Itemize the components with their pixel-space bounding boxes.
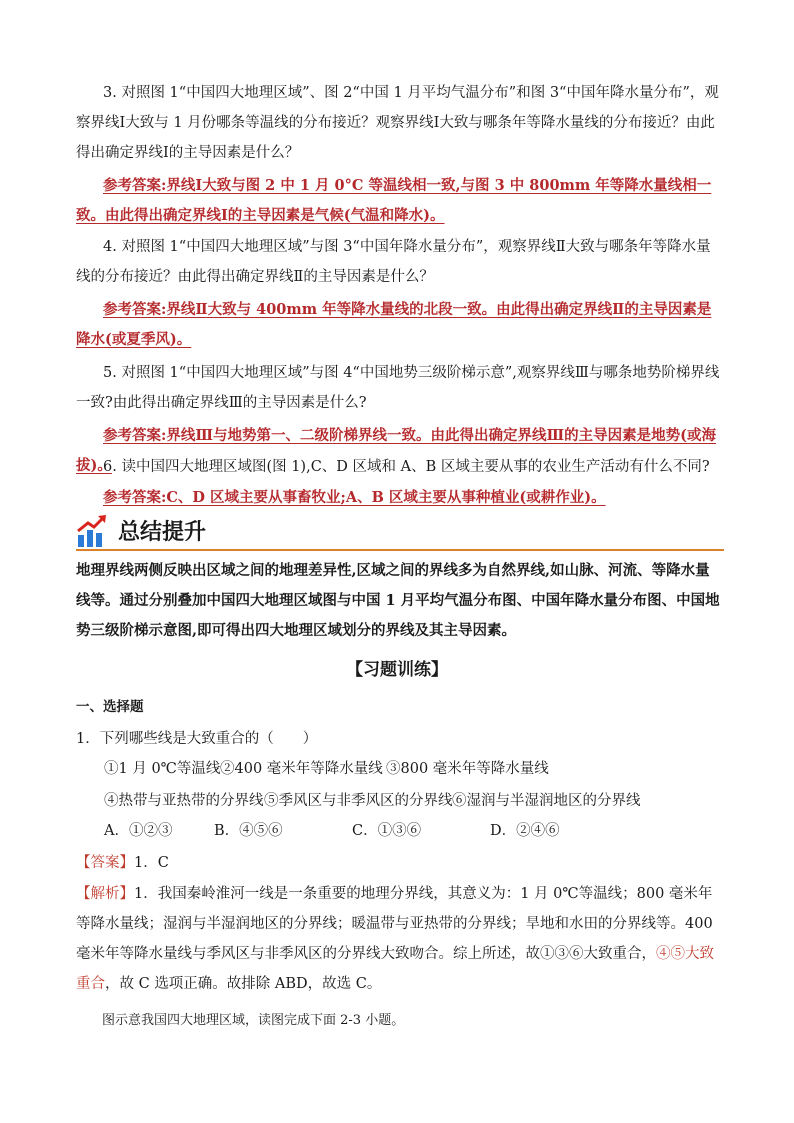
analysis-label: 【解析】 <box>76 886 134 902</box>
mc-question-1: 1．下列哪些线是大致重合的（ ） <box>76 731 318 747</box>
answer-4: 参考答案:界线Ⅱ大致与 400mm 年等降水量线的北段一致。由此得出确定界线Ⅱ的主导因素是降水(或夏季风)。 <box>76 301 712 348</box>
question-6: 6. 读中国四大地理区域图(图 1),C、D 区域和 A、B 区域主要从事的农业生产活动有什么不同? <box>103 459 710 475</box>
analysis-paragraph <box>76 879 724 999</box>
summary-title: 总结提升 <box>118 520 207 545</box>
question-4: 4. 对照图 1“中国四大地理区域”与图 3“中国年降水量分布”，观察界线Ⅱ大致与哪条年等降水量线的分布接近？由此得出确定界线Ⅱ的主导因素是什么？ <box>76 239 711 285</box>
statement-item: ⑥湿润与半湿润地区的分界线 <box>452 793 641 809</box>
answer-label: 【答案】 <box>76 855 134 871</box>
question-3: 3. 对照图 1“中国四大地理区域”、图 2“中国 1 月平均气温分布”和图 3“中国年降水量分布”，观察界线Ⅰ大致与 1 月份哪条等温线的分布接近？观察界线Ⅰ大致与哪条年等降水量线的分布接近？由此得出确定界线Ⅰ的主导因素是什么？ <box>76 85 719 161</box>
analysis-text-2: ，故 C 选项正确。故排除 ABD，故选 C。 <box>105 976 382 992</box>
answer-6: 参考答案:C、D 区域主要从事畜牧业;A、B 区域主要从事种植业(或耕作业)。 <box>103 489 606 506</box>
summary-text: 地理界线两侧反映出区域之间的地理差异性,区域之间的界线多为自然界线,如山脉、河流、等降水量线等。通过分别叠加中国四大地理区域图与中国 1 月平均气温分布图、中国年降水量分布图、中国地势三级阶梯示意图,即可得出四大地理区域划分的界线及其主导因素。 <box>76 562 720 639</box>
answer-line <box>76 848 724 878</box>
practice-title: 【习题训练】 <box>346 660 448 680</box>
growth-chart-icon <box>76 513 110 549</box>
statement-item: ②400 毫米年等降水量线 <box>220 761 383 777</box>
statement-item: ④热带与亚热带的分界线 <box>104 793 264 809</box>
statement-item: ③800 毫米年等降水量线 <box>386 761 549 777</box>
option-a: A．①②③ <box>104 823 173 839</box>
analysis-text-1: 1．我国秦岭淮河一线是一条重要的地理分界线，其意义为：1 月 0℃等温线；800 毫米年等降水量线；湿润与半湿润地区的分界线；暖温带与亚热带的分界线；旱地和水田的分界线等。400 毫米年等降水量线与季风区与非季风区的分界线大致吻合。综上所述，故①③⑥大致重合， <box>76 886 713 962</box>
summary-header <box>76 511 724 551</box>
analysis-highlight: ④⑤大致重合 <box>76 946 714 992</box>
answer-value: 1．C <box>134 855 169 871</box>
summary-divider <box>76 549 724 551</box>
answer-3: 参考答案:界线Ⅰ大致与图 2 中 1 月 0°C 等温线相一致,与图 3 中 800mm 年等降水量线相一致。由此得出确定界线Ⅰ的主导因素是气候(气温和降水)。 <box>76 177 712 224</box>
statement-item: ①1 月 0℃等温线 <box>104 761 221 777</box>
option-b: B．④⑤⑥ <box>214 823 283 839</box>
statement-item: ⑤季风区与非季风区的分界线 <box>264 793 453 809</box>
option-d: D．②④⑥ <box>490 823 560 839</box>
option-c: C．①③⑥ <box>352 823 422 839</box>
section-heading: 一、选择题 <box>76 699 144 715</box>
question-5: 5. 对照图 1“中国四大地理区域”与图 4“中国地势三级阶梯示意”,观察界线Ⅲ与哪条地势阶梯界线一致?由此得出确定界线Ⅲ的主导因素是什么? <box>76 365 720 411</box>
next-question-intro: 图示意我国四大地理区域，读图完成下面 2-3 小题。 <box>102 1013 405 1028</box>
answer-5: 参考答案:界线Ⅲ与地势第一、二级阶梯界线一致。由此得出确定界线Ⅲ的主导因素是地势(或海拔)。 <box>76 427 717 474</box>
